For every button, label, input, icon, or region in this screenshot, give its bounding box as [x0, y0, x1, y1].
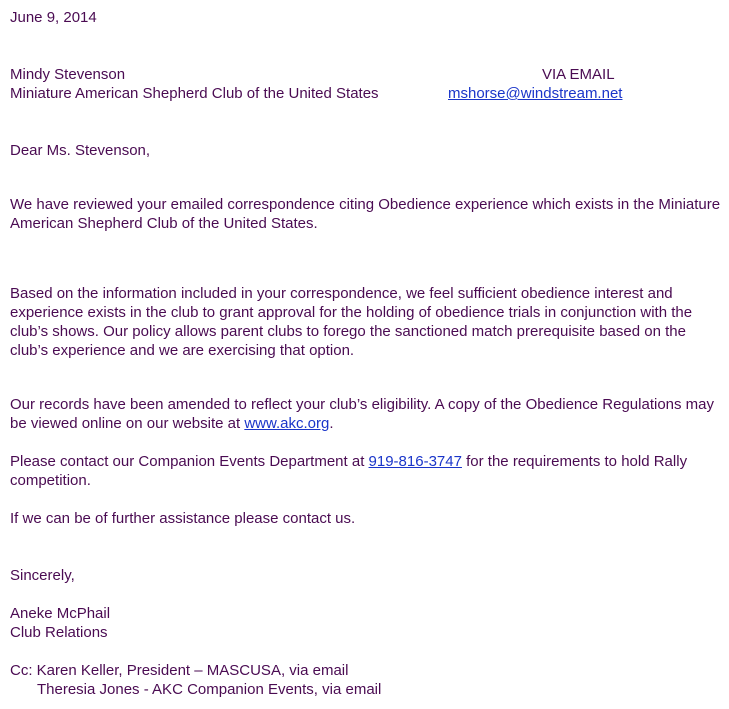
akc-website-link[interactable]: www.akc.org: [244, 415, 330, 432]
recipient-name: Mindy Stevenson: [10, 66, 126, 83]
recipient-organization: Miniature American Shepherd Club of the United States: [10, 85, 379, 102]
paragraph-records: [10, 395, 722, 433]
paragraph-records-text: Our records have been amended to reflect your club’s eligibility. A copy of the Obedience Regulations may be viewed online on our website at: [10, 396, 715, 432]
cc-line-1: Cc: Karen Keller, President – MASCUSA, via email: [10, 662, 349, 679]
paragraph-contact-text: Please contact our Companion Events Department at: [10, 453, 369, 470]
paragraph-contact: [10, 452, 722, 490]
signature-title: Club Relations: [10, 624, 108, 641]
phone-link[interactable]: 919-816-3747: [368, 453, 462, 470]
paragraph-review: We have reviewed your emailed correspondence citing Obedience experience which exists in the Miniature American Shepherd Club of the United States.: [10, 196, 721, 232]
paragraph-contact-rest: for the requirements to hold Rally competition.: [10, 453, 688, 489]
paragraph-records-end: .: [329, 415, 334, 432]
recipient-email-link[interactable]: mshorse@windstream.net: [448, 85, 623, 102]
signature-name: Aneke McPhail: [10, 605, 111, 622]
salutation: Dear Ms. Stevenson,: [10, 142, 151, 159]
paragraph-approval: Based on the information included in your correspondence, we feel sufficient obedience interest and experience exists in the club to grant approval for the holding of obedience trials in conjunction with the club’s shows. Our policy allows parent clubs to forego the sanctioned match prerequisite based on the club’s experience and we are exercising that option.: [10, 285, 693, 359]
delivery-method: VIA EMAIL: [542, 66, 615, 83]
cc-line-2: Theresia Jones - AKC Companion Events, via email: [37, 681, 382, 698]
closing: Sincerely,: [10, 567, 75, 584]
letter-date: June 9, 2014: [10, 9, 97, 26]
paragraph-assistance: If we can be of further assistance please contact us.: [10, 510, 356, 527]
